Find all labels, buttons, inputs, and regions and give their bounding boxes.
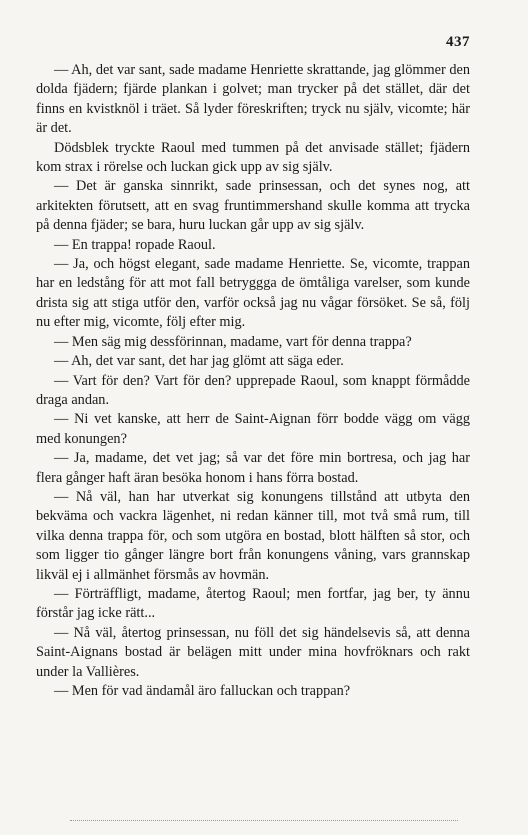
- paragraph: — Vart för den? Vart för den? upprepade Raoul, som knappt förmådde draga andan.: [36, 372, 470, 408]
- paragraph: — Ah, det var sant, det har jag glömt att säga eder.: [54, 353, 344, 370]
- paragraph: — Ja, madame, det vet jag; så var det före min bortresa, och jag har flera gånger haft äran besöka honom i hans förra bostad.: [36, 450, 470, 486]
- paragraph: — Förträffligt, madame, återtog Raoul; men fortfar, jag ber, ty ännu förstår jag icke rätt...: [36, 585, 470, 622]
- paragraph: — Ni vet kanske, att herr de Saint-Aignan förr bodde vägg om vägg med konungen?: [36, 411, 470, 447]
- body-text: [36, 61, 470, 701]
- paragraph: — En trappa! ropade Raoul.: [54, 236, 216, 253]
- paragraph: Dödsblek tryckte Raoul med tummen på det anvisade stället; fjädern kom strax i rörelse och luckan gick upp av sig själv.: [36, 139, 470, 176]
- paragraph: — Nå väl, han har utverkat sig konungens tillstånd att utbyta den bekväma och vackra lägenhet, ni redan känner till, mot två små rum, till vilka denna trappa för, och som utgöra en bostad, blott hälften så stor, och som ligger tio gånger längre bort från konungens våning, vars grannskap likväl ej i allmänhet försmås av hovmän.: [36, 488, 470, 583]
- paragraph: — Ah, det var sant, sade madame Henriette skrattande, jag glömmer den dolda fjädern; fjärde plankan i golvet; man trycker på det stället, där det finns en kvistknöl i träet. Så lyder föreskriften; tryck nu själv, vicomte; här är det.: [36, 62, 470, 137]
- page-bottom-rule: [70, 820, 458, 822]
- paragraph: — Men säg mig dessförinnan, madame, vart för denna trappa?: [54, 333, 412, 350]
- paragraph: — Men för vad ändamål äro falluckan och trappan?: [54, 683, 351, 699]
- page-number: 437: [446, 34, 470, 50]
- paragraph: — Nå väl, återtog prinsessan, nu föll det sig händelsevis så, att denna Saint-Aignans bostad är belägen mitt under mina hovfröknars och rakt under la Vallières.: [36, 624, 470, 680]
- paragraph: — Det är ganska sinnrikt, sade prinsessan, och det synes nog, att arkitekten förutsett, att en svag fruntimmershand skulle komma att trycka på denna fjäder; se bara, huru luckan går upp av sig själv.: [36, 178, 470, 234]
- paragraph: — Ja, och högst elegant, sade madame Henriette. Se, vicomte, trappan har en ledstång för att mot fall betryggga de ömtåliga varelser, som kunde drista sig att stiga utför den, varför också jag nu vågar försöket. Se så, följ nu efter mig, vicomte, följ efter mig.: [36, 256, 470, 331]
